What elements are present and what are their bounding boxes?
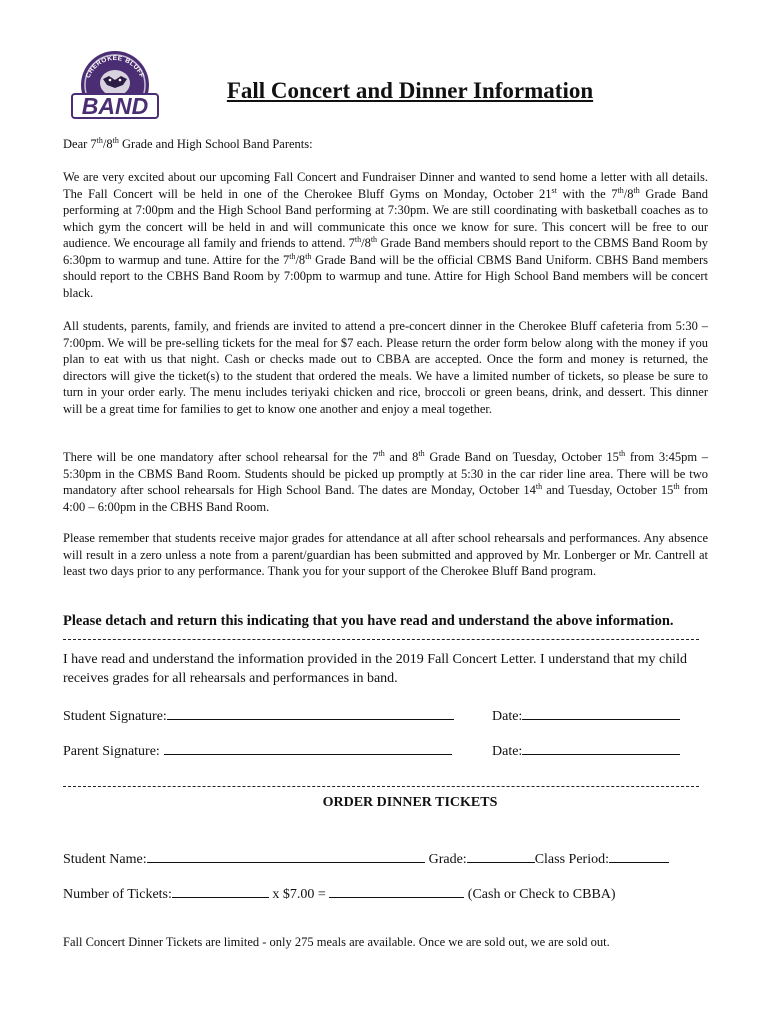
grades-paragraph: Please remember that students receive major grades for attendance at all after school rehearsals and performances. Any absence will result in a zero unless a note from a parent/guardian has been submitted and approved by Mr. Lonberger or Mr. Cantrell at least two days prior to any performance. Thank you for your support of the Cherokee Bluff Band program. [63, 531, 708, 578]
grade-line[interactable] [467, 848, 535, 863]
order-tickets-row[interactable]: Number of Tickets: x $7.00 = (Cash or Check to CBBA) [63, 883, 616, 903]
student-date-line[interactable] [522, 705, 680, 720]
rehearsal-paragraph: There will be one mandatory after school rehearsal for the 7th and 8th Grade Band on Tuesday, October 15th from 3:45pm – 5:30pm in the CBMS Band Room. Students should be picked up promptly at 5:30 in the car rider line area. There will be two mandatory after school rehearsals for High School Band. The dates are Monday, October 14th and Tuesday, October 15th from 4:00 – 6:00pm in the CBHS Band Room. [63, 448, 708, 514]
class-period-line[interactable] [609, 848, 669, 863]
concert-paragraph: We are very excited about our upcoming Fall Concert and Fundraiser Dinner and wanted to send home a letter with all details. The Fall Concert will be held in one of the Cherokee Bluff Gyms on Monday, October 21st with the 7th/8th Grade Band performing at 7:00pm and the High School Band performing at 7:30pm. We are still coordinating with basketball coaches as to which gym the concert will be held in and will communicate this once we know for sure. This concert will be free to our audience. We encourage all family and friends to attend. 7th/8th Grade Band members should report to the CBMS Band Room by 6:30pm to warmup and tune. Attire for the 7th/8th Grade Band will be the official CBMS Band Uniform. CBHS Band members should report to the CBHS Band Room by 7:00pm to warmup and tune. Attire for High School Band members will be concert black. [63, 170, 709, 300]
acknowledgement-text: I have read and understand the information provided in the 2019 Fall Concert Letter. I understand that my child receives grades for all rehearsals and performances in band. [63, 652, 687, 686]
cut-line-top [63, 639, 699, 640]
page-title: Fall Concert and Dinner Information [226, 78, 594, 103]
parent-date-field[interactable]: Date: [492, 740, 680, 760]
order-title: ORDER DINNER TICKETS [322, 795, 498, 810]
cut-line-bottom [63, 786, 699, 787]
salutation: Dear 7th/8th Grade and High School Band Parents: [63, 135, 313, 151]
student-date-field[interactable]: Date: [492, 705, 680, 725]
order-student-name-row[interactable]: Student Name: Grade: Class Period: [63, 848, 669, 868]
student-signature-field[interactable]: Student Signature: [63, 705, 454, 725]
student-signature-line[interactable] [167, 705, 454, 720]
parent-signature-line[interactable] [164, 740, 452, 755]
ticket-limit-note: Fall Concert Dinner Tickets are limited - only 275 meals are available. Once we are sold out, we are sold out. [63, 935, 610, 949]
num-tickets-line[interactable] [172, 883, 269, 898]
logo-main-text: BAND [81, 93, 149, 119]
detach-instruction: Please detach and return this indicating that you have read and understand the above information. [63, 613, 674, 629]
parent-date-line[interactable] [522, 740, 680, 755]
total-amount-line[interactable] [329, 883, 464, 898]
dinner-paragraph: All students, parents, family, and friends are invited to attend a pre-concert dinner in the Cherokee Bluff cafeteria from 5:30 – 7:00pm. We will be pre-selling tickets for the meal for $7 each. Please return the order form below along with the money if you plan to eat with us that night. Cash or checks made out to CBBA are accepted. Once the form and money is returned, the directors will give the ticket(s) to the student that ordered the meals. We have a limited number of tickets, so please be sure to turn in your order early. The menu includes teriyaki chicken and rice, broccoli or green beans, drink, and dessert. This dinner will be a great time for families to get to know one another and enjoy a meal together. [63, 319, 708, 416]
student-name-line[interactable] [147, 848, 425, 863]
parent-signature-field[interactable]: Parent Signature: [63, 740, 452, 760]
logo-arc-text: CHEROKEE BLUFF [84, 54, 146, 80]
